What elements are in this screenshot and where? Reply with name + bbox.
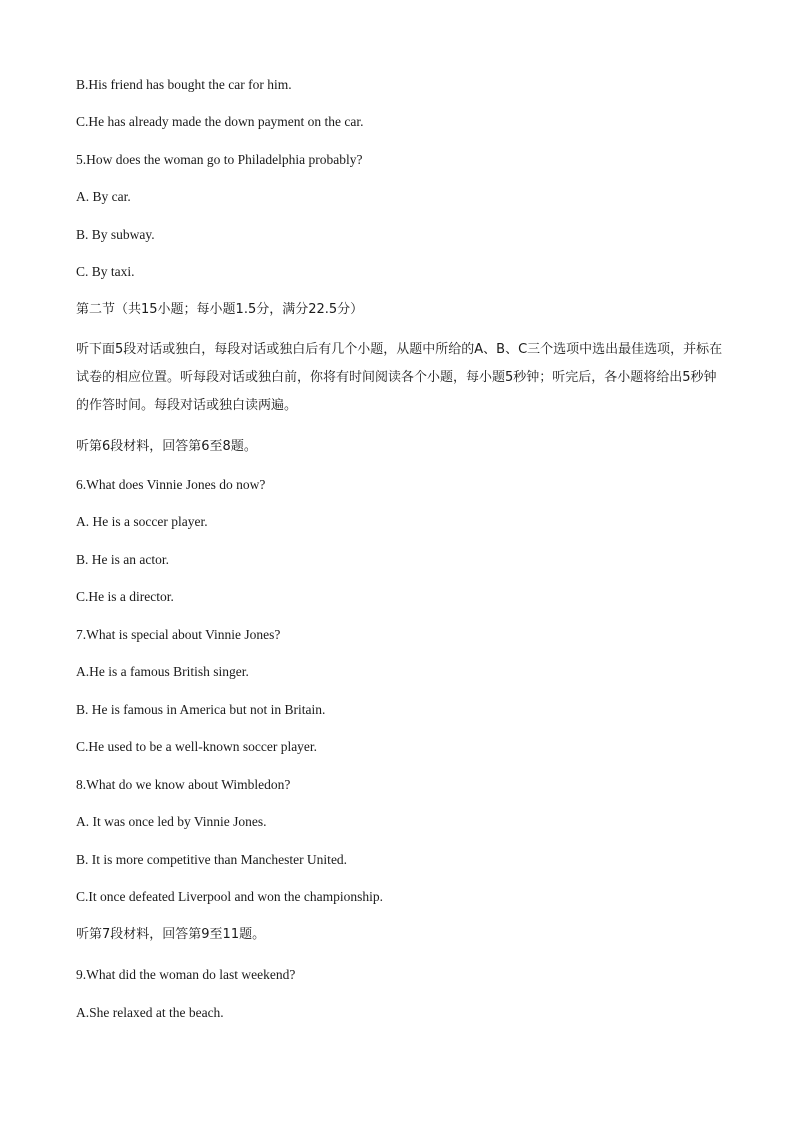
- option-6a: A. He is a soccer player.: [76, 514, 208, 529]
- option-8b: B. It is more competitive than Manchester United.: [76, 852, 348, 867]
- option-8a: A. It was once led by Vinnie Jones.: [76, 814, 267, 829]
- option-6b: B. He is an actor.: [76, 552, 169, 567]
- passage-7-instruction: 听第7段材料，回答第9至11题。: [76, 927, 266, 942]
- option-4c: C.He has already made the down payment on the car.: [76, 114, 364, 129]
- passage-6-instruction: 听第6段材料，回答第6至8题。: [76, 439, 257, 454]
- section-instructions: 听下面5段对话或独白，每段对话或独白后有几个小题，从题中所给的A、B、C三个选项中选出最佳选项，并标在试卷的相应位置。听每段对话或独白前，你将有时间阅读各个小题，每小题5秒钟；听完后，各小题将给出5秒钟的作答时间。每段对话或独白读两遍。: [76, 342, 723, 413]
- option-7b: B. He is famous in America but not in Britain.: [76, 702, 326, 717]
- question-5: 5.How does the woman go to Philadelphia probably?: [76, 152, 363, 167]
- option-9a: A.She relaxed at the beach.: [76, 1005, 224, 1020]
- option-8c: C.It once defeated Liverpool and won the championship.: [76, 889, 384, 904]
- option-5a: A. By car.: [76, 189, 131, 204]
- question-8: 8.What do we know about Wimbledon?: [76, 777, 291, 792]
- option-5b: B. By subway.: [76, 227, 155, 242]
- question-6: 6.What does Vinnie Jones do now?: [76, 477, 266, 492]
- section-heading: 第二节（共15小题；每小题1.5分，满分22.5分）: [76, 302, 364, 317]
- option-5c: C. By taxi.: [76, 264, 135, 279]
- option-7c: C.He used to be a well-known soccer player.: [76, 739, 318, 754]
- question-9: 9.What did the woman do last weekend?: [76, 967, 296, 982]
- option-6c: C.He is a director.: [76, 589, 174, 604]
- option-7a: A.He is a famous British singer.: [76, 664, 249, 679]
- question-7: 7.What is special about Vinnie Jones?: [76, 627, 281, 642]
- option-4b: B.His friend has bought the car for him.: [76, 77, 292, 92]
